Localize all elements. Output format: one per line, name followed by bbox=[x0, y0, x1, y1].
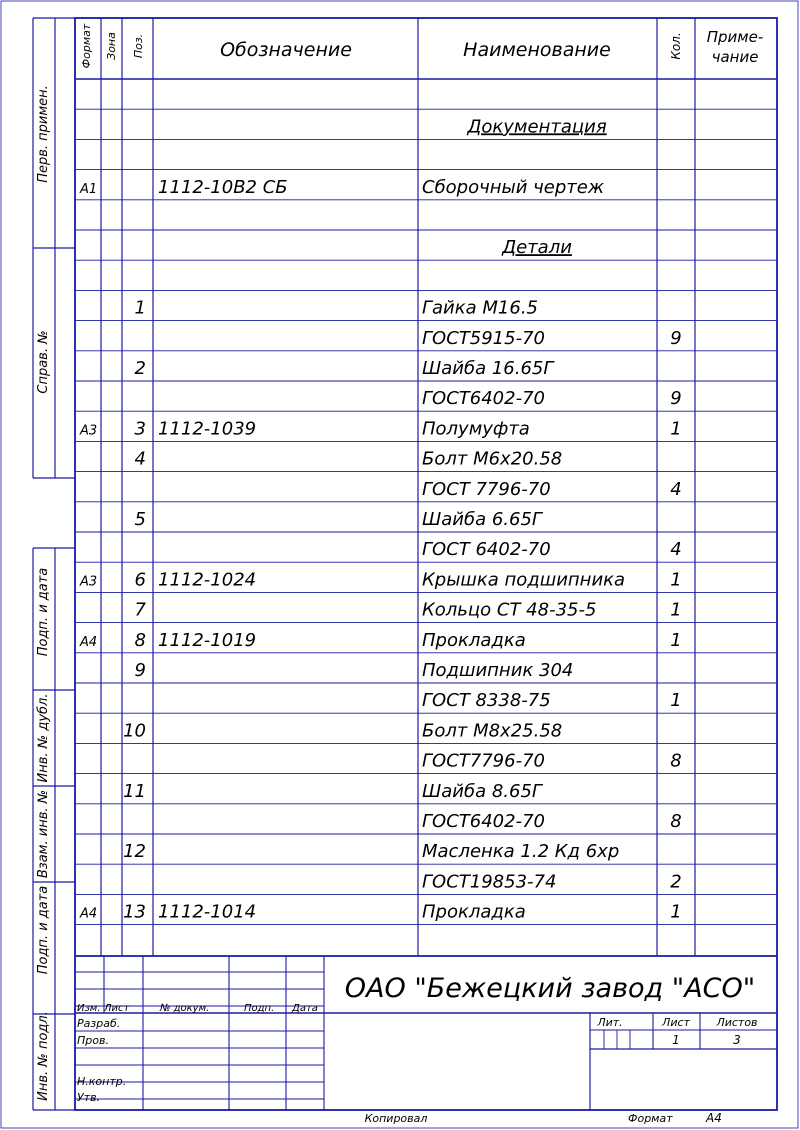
cell-quantity: 8 bbox=[670, 811, 682, 832]
table-row bbox=[135, 298, 538, 319]
cell-name: Крышка подшипника bbox=[422, 569, 626, 591]
title-utv: Утв. bbox=[77, 1091, 101, 1104]
title-listov-label: Листов bbox=[716, 1016, 758, 1029]
cell-name: Прокладка bbox=[422, 629, 526, 651]
table-row bbox=[422, 328, 682, 349]
cell-quantity: 9 bbox=[670, 327, 682, 349]
table-row bbox=[422, 871, 682, 892]
cell-position: 4 bbox=[134, 448, 146, 470]
cell-quantity: 1 bbox=[670, 599, 682, 621]
table-row bbox=[79, 630, 682, 651]
title-razrab: Разраб. bbox=[77, 1017, 121, 1030]
cell-name: ГОСТ7796-70 bbox=[422, 750, 545, 772]
cell-position: 7 bbox=[134, 599, 146, 621]
cell-name: ГОСТ 7796-70 bbox=[422, 478, 551, 500]
section-heading: Документация bbox=[467, 116, 607, 138]
cell-format: A4 bbox=[80, 906, 98, 922]
section-heading: Детали bbox=[502, 237, 572, 259]
cell-name: Подшипник 304 bbox=[422, 660, 574, 681]
title-list-label: Лист bbox=[662, 1016, 690, 1029]
cell-format: A1 bbox=[80, 181, 98, 197]
table-row bbox=[135, 449, 563, 470]
table-row bbox=[79, 177, 605, 198]
table-row bbox=[135, 600, 682, 621]
cell-designation: 1112-1019 bbox=[158, 629, 257, 651]
cell-position: 1 bbox=[134, 297, 146, 319]
side-label-podp-data-2: Подп. и дата bbox=[36, 885, 51, 975]
cell-name: ГОСТ6402-70 bbox=[422, 388, 545, 410]
table-row bbox=[123, 720, 562, 741]
title-listov-value: 3 bbox=[733, 1033, 741, 1047]
table-body bbox=[79, 116, 682, 922]
title-list-value: 1 bbox=[672, 1033, 680, 1047]
footer-format-value: A4 bbox=[706, 1111, 722, 1125]
table-row bbox=[135, 358, 556, 379]
cell-quantity: 1 bbox=[670, 690, 682, 712]
header-note-line1: Приме- bbox=[706, 28, 764, 46]
cell-position: 5 bbox=[134, 509, 146, 530]
company-name: ОАО "Бежецкий завод "АСО" bbox=[344, 973, 756, 1004]
cell-name: Полумуфта bbox=[422, 418, 530, 440]
title-col-podp: Подп. bbox=[244, 1003, 275, 1014]
cell-name: Шайба 6.65Г bbox=[422, 509, 542, 530]
table-row bbox=[466, 116, 606, 137]
cell-quantity: 1 bbox=[670, 901, 682, 923]
title-lit-label: Лит. bbox=[597, 1016, 623, 1029]
cell-name: Гайка М16.5 bbox=[422, 297, 538, 319]
cell-format: A3 bbox=[80, 574, 98, 590]
header-zone: Зона bbox=[105, 32, 118, 60]
cell-quantity: 4 bbox=[670, 478, 682, 500]
cell-quantity: 4 bbox=[670, 539, 682, 561]
cell-position: 8 bbox=[134, 629, 146, 651]
header-note-line2: чание bbox=[711, 48, 759, 66]
title-nkontr: Н.контр. bbox=[77, 1075, 127, 1088]
footer-format-label: Формат bbox=[628, 1112, 673, 1125]
cell-designation: 1112-1039 bbox=[158, 418, 257, 440]
cell-name: ГОСТ6402-70 bbox=[422, 811, 545, 832]
table-row bbox=[422, 690, 682, 711]
table-row bbox=[422, 479, 682, 500]
table-header bbox=[80, 23, 763, 68]
frame-lines bbox=[1, 1, 798, 1128]
cell-position: 6 bbox=[134, 569, 146, 591]
cell-name: Шайба 8.65Г bbox=[422, 780, 542, 802]
table-row bbox=[79, 418, 682, 439]
side-label-inv-dubl: Инв. № дубл. bbox=[36, 693, 51, 783]
cell-name: Сборочный чертеж bbox=[422, 176, 605, 198]
side-label-perv-primen: Перв. примен. bbox=[36, 85, 51, 183]
header-format: Формат bbox=[80, 23, 93, 69]
cell-designation: 1112-10В2 СБ bbox=[158, 176, 288, 198]
table-row bbox=[135, 660, 574, 681]
cell-name: Болт М6х20.58 bbox=[422, 448, 563, 470]
side-label-vzam-inv: Взам. инв. № bbox=[36, 789, 51, 879]
table-row bbox=[422, 751, 682, 772]
cell-name: Масленка 1.2 Кд 6хр bbox=[422, 841, 620, 863]
cell-format: A3 bbox=[80, 423, 98, 439]
title-col-data: Дата bbox=[292, 1003, 318, 1014]
cell-name: ГОСТ 6402-70 bbox=[422, 539, 551, 561]
title-col-list: Лист bbox=[104, 1003, 130, 1014]
table-row bbox=[79, 569, 682, 590]
cell-designation: 1112-1024 bbox=[158, 569, 257, 591]
cell-position: 3 bbox=[134, 418, 146, 440]
table-row bbox=[422, 388, 682, 409]
table-row bbox=[123, 841, 619, 862]
footer-copied: Копировал bbox=[364, 1112, 428, 1125]
cell-name: Болт М8х25.58 bbox=[422, 720, 563, 742]
side-label-podp-data-1: Подп. и дата bbox=[36, 567, 51, 657]
side-label-sprav: Справ. № bbox=[36, 330, 51, 394]
table-row bbox=[79, 902, 682, 923]
cell-quantity: 1 bbox=[670, 418, 682, 440]
table-row bbox=[501, 237, 572, 258]
side-strip bbox=[36, 85, 51, 1101]
header-name: Наименование bbox=[463, 39, 611, 61]
cell-position: 10 bbox=[123, 720, 146, 742]
cell-name: ГОСТ 8338-75 bbox=[422, 690, 551, 712]
title-prov: Пров. bbox=[77, 1034, 109, 1047]
cell-name: Шайба 16.65Г bbox=[422, 358, 554, 379]
cell-name: Прокладка bbox=[422, 901, 526, 923]
cell-position: 9 bbox=[134, 660, 146, 681]
cell-position: 11 bbox=[123, 780, 146, 802]
table-row bbox=[422, 811, 682, 832]
title-block bbox=[77, 973, 758, 1104]
table-row bbox=[123, 781, 544, 802]
cell-name: ГОСТ19853-74 bbox=[422, 871, 557, 893]
table-row bbox=[422, 539, 682, 560]
cell-name: Кольцо СТ 48-35-5 bbox=[422, 599, 597, 621]
cell-quantity: 8 bbox=[670, 750, 682, 772]
cell-quantity: 1 bbox=[670, 569, 682, 591]
cell-quantity: 1 bbox=[670, 629, 682, 651]
header-quantity: Кол. bbox=[669, 32, 683, 60]
title-col-dokum: № докум. bbox=[160, 1003, 210, 1014]
cell-quantity: 2 bbox=[670, 871, 682, 893]
cell-quantity: 9 bbox=[670, 388, 682, 410]
cell-name: ГОСТ5915-70 bbox=[422, 327, 545, 349]
cell-position: 2 bbox=[134, 358, 146, 379]
cell-position: 12 bbox=[123, 841, 146, 863]
cell-designation: 1112-1014 bbox=[158, 901, 257, 923]
table-row bbox=[135, 509, 544, 530]
sheet-footer bbox=[365, 1111, 722, 1125]
side-label-inv-podl: Инв. № подл. bbox=[36, 1011, 51, 1101]
header-designation: Обозначение bbox=[220, 39, 352, 61]
header-position: Поз. bbox=[132, 33, 145, 59]
cell-format: A4 bbox=[80, 634, 98, 650]
title-col-izm: Изм. bbox=[77, 1003, 101, 1014]
cell-position: 13 bbox=[123, 901, 146, 923]
